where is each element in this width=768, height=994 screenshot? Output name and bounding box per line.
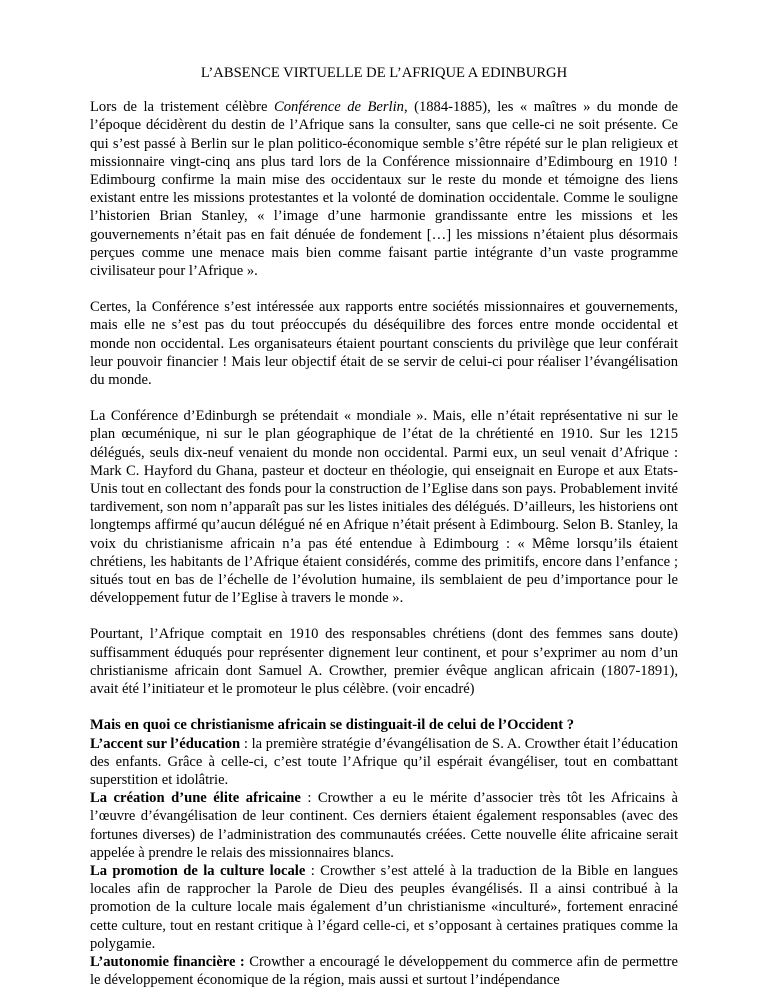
paragraph-certes: Certes, la Conférence s’est intéressée aux rapports entre sociétés missionnaires et gouvernements, mais elle ne s’est pas du tout préoccupés du déséquilibre des forces entre monde occidental et monde non occidental. Les organisateurs étaient pourtant conscients du privilège que leur conférait leur pouvoir financier ! Mais leur objectif était de se servir de celui-ci pour réaliser l’évangélisation du monde.: [90, 299, 678, 389]
section-heading: Mais en quoi ce christianisme africain se distinguait-il de celui de l’Occident ?: [90, 717, 574, 734]
section-christianisme-africain: [90, 716, 678, 989]
paragraph-text: Lors de la tristement célèbre: [90, 99, 274, 116]
item-title: L’autonomie financière :: [90, 953, 245, 970]
section-item-autonomie: [90, 953, 678, 989]
item-title: L’accent sur l’éducation: [90, 735, 241, 752]
document-title: L’ABSENCE VIRTUELLE DE L’AFRIQUE A EDINBURGH: [200, 65, 568, 81]
item-body: : Crowther s’est attelé à la traduction de la Bible en langues locales afin de rapprocher la Parole de Dieu des peuples évangélisés. Il a ainsi contribué à la promotion de la culture locale mais également d’un christianisme «inculturé», fortement enraciné cette culture, tout en restant critique à l’égard celle-ci, et s’opposant à certaines pratiques comme la polygamie.: [90, 862, 678, 952]
document-page: [90, 64, 678, 989]
paragraph-conference-edinburgh: La Conférence d’Edinburgh se prétendait « mondiale ». Mais, elle n’était représentative ni sur le plan œcuménique, ni sur le plan géographique de l’état de la chrétienté en 1910. Sur les 1215 délégués, seuls dix-neuf venaient du monde non occidental. Parmi eux, un seul venait d’Afrique : Mark C. Hayford du Ghana, pasteur et docteur en théologie, qui enseignait en Europe et aux Etats-Unis tout en collectant des fonds pour la construction de l’Eglise dans son pays. Probablement invité tardivement, son nom n’apparaît pas sur les listes initiales des délégués. D’ailleurs, les historiens ont longtemps affirmé qu’aucun délégué né en Afrique n’était présent à Edimbourg. Selon B. Stanley, la voix du christianisme africain n’a pas été entendue à Edimbourg : « Même lorsqu’ils étaient chrétiens, les habitants de l’Afrique étaient considérés, comme des primitifs, encore dans l’enfance ; situés tout en bas de l’échelle de l’évolution humaine, ils semblaient de peu d’importance pour le développement futur de l’Eglise à travers le monde ».: [90, 408, 678, 607]
conference-berlin-italic: Conférence de Berlin: [274, 99, 404, 116]
item-body: : la première stratégie d’évangélisation de S. A. Crowther était l’éducation des enfants. Grâce à celle-ci, c’est toute l’Afrique qu’il espérait évangéliser, tout en combattant superstition et idolâtrie.: [90, 735, 678, 788]
section-item-culture: [90, 862, 678, 953]
item-title: La promotion de la culture locale: [90, 862, 306, 879]
paragraph-text: , (1884-1885), les « maîtres » du monde de l’époque décidèrent du destin de l’Afrique sans la consulter, sans que celle-ci ne soit présente. Ce qui s’est passé à Berlin sur le plan politico-économique semble s’être répété sur le plan religieux et missionnaire vingt-cinq ans plus tard lors de la Conférence missionnaire d’Edimbourg en 1910 ! Edimbourg confirme la main mise des occidentaux sur le reste du monde et témoigne des liens existant entre les missions protestantes et la volonté de domination occidentale. Comme le souligne l’historien Brian Stanley, « l’image d’une harmonie grandissante entre les missions et les gouvernements n’était pas en fait dénuée de fondement […] les missions n’étaient plus désormais perçues comme une menace mais bien comme faisant partie intégrante d’un vaste programme civilisateur pour l’Afrique ».: [90, 99, 678, 280]
paragraph-pourtant: Pourtant, l’Afrique comptait en 1910 des responsables chrétiens (dont des femmes sans doute) suffisamment éduqués pour représenter dignement leur continent, et pour s’exprimer au nom d’un christianisme africain dont Samuel A. Crowther, premier évêque anglican africain (1807-1891), avait été l’initiateur et le promoteur le plus célèbre. (voir encadré): [90, 626, 678, 698]
section-item-education: [90, 735, 678, 790]
item-title: La création d’une élite africaine: [90, 790, 301, 807]
item-body: : Crowther a eu le mérite d’associer très tôt les Africains à l’œuvre d’évangélisation de leur continent. Ces derniers étaient également responsables (avec des fortunes diverses) de l’administration des communautés créées. Cette nouvelle élite africaine serait appelée à prendre le relais des missionnaires blancs.: [90, 790, 678, 861]
item-body: Crowther a encouragé le développement du commerce afin de permettre le développement économique de la région, mais aussi et surtout l’indépendance: [90, 953, 678, 989]
paragraph-berlin: [90, 98, 678, 280]
section-item-elite: [90, 789, 678, 862]
